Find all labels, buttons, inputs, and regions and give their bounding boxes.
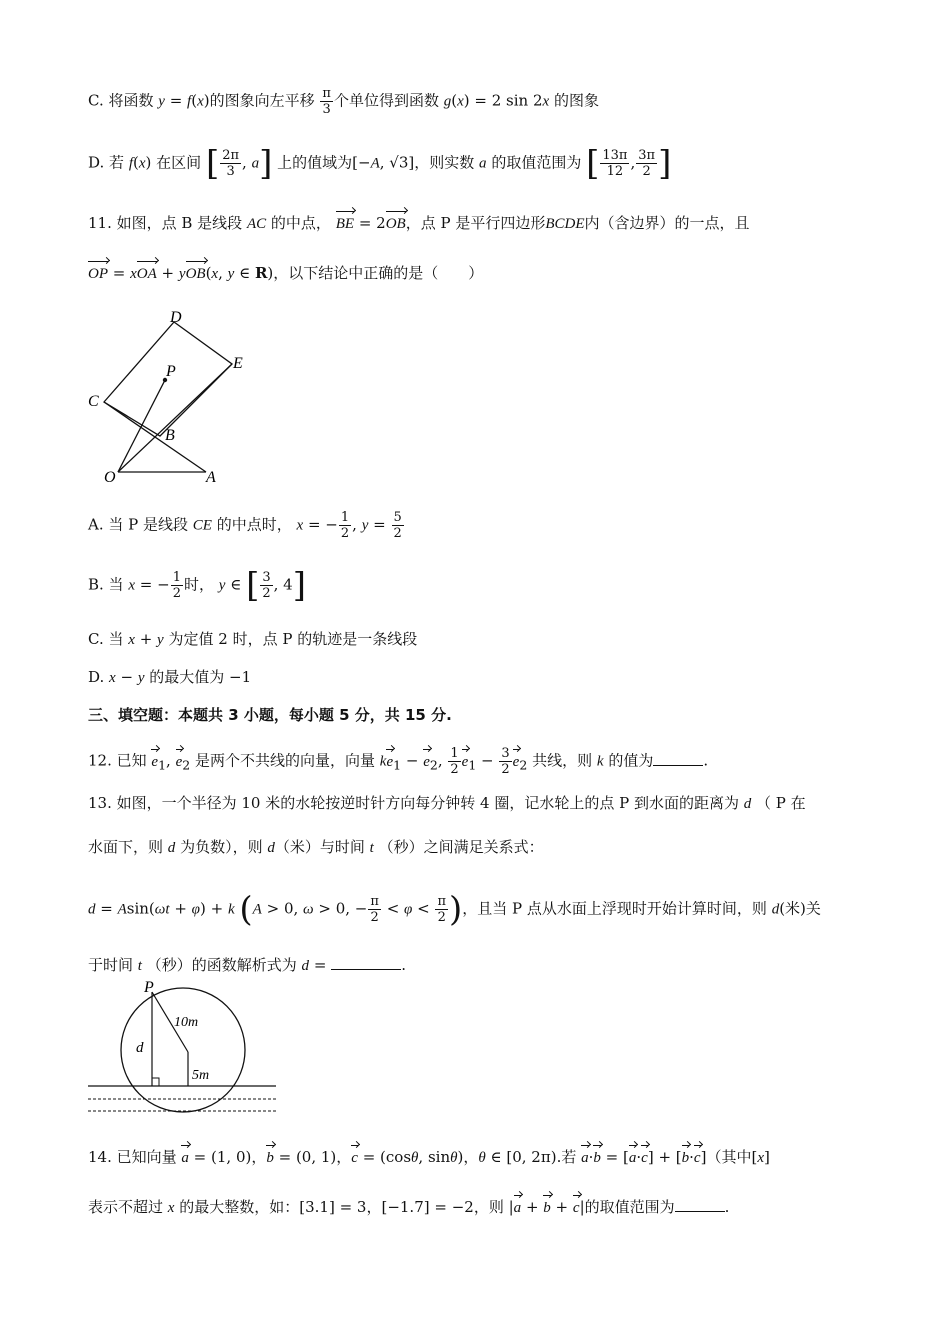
q14-line1: 14. 已知向量 a = (1, 0)，b = (0, 1)，c = (cosθ, sinθ)，θ ∈ [0, 2π).若 a·b = [a·c] + [b·c]（其中[x] xyxy=(88,1146,770,1169)
label-p: P xyxy=(144,980,154,996)
label-b: B xyxy=(165,427,175,444)
label-p: P xyxy=(166,363,176,380)
label-d: d xyxy=(136,1040,144,1056)
label-a: A xyxy=(206,469,216,486)
q12-answer-blank xyxy=(653,751,703,766)
q13-line4: 于时间 t （秒）的函数解析式为 d = . xyxy=(88,956,406,974)
q13-water-wheel-figure xyxy=(88,980,278,1120)
label-c: C xyxy=(88,393,99,410)
label-radius: 10m xyxy=(174,1015,199,1030)
q10-option-d: D. 若 f(x) 在区间 [ $\frac{2\pi}{3}$ , a] 上的值域为[−A, √3]，则实数 a 的取值范围为 [ $\frac{13\pi}{12}$ , $\frac{3\pi}{2}$ ] xyxy=(88,143,672,184)
label-e: E xyxy=(233,355,243,372)
section-3-title: 三、填空题：本题共 3 小题，每小题 5 分，共 15 分. xyxy=(88,706,452,724)
label-d: D xyxy=(170,309,182,326)
label-5m: 5m xyxy=(192,1068,210,1083)
q14-line2: 表示不超过 x 的最大整数，如：[3.1] = 3，[−1.7] = −2，则 |a + b + c|的取值范围为 . xyxy=(88,1196,729,1219)
q13-line2: 水面下，则 d 为负数），则 d（米）与时间 t （秒）之间满足关系式： xyxy=(88,838,544,856)
q11-option-a: A. 当 P 是线段 CE 的中点时， x = − $\frac{1}{2}$ , y = $\frac{5}{2}$ xyxy=(88,510,402,541)
q11-option-b: B. 当 x = − $\frac{1}{2}$ 时， y ∈ [ $\frac{3}{2}$ , 4] xyxy=(88,565,306,606)
q11-option-c: C. 当 x + y 为定值 2 时，点 P 的轨迹是一条线段 xyxy=(88,630,418,648)
q14-answer-blank xyxy=(675,1197,725,1212)
q10-option-c: C. 将函数 y = f(x)的图象向左平移 $\frac{\pi}{3}$ 个单位得到函数 g(x) = 2 sin 2x 的图象 xyxy=(88,86,599,117)
q11-option-d: D. x − y 的最大值为 −1 xyxy=(88,668,252,686)
q11-stem-line2: OP = xOA + yOB(x, y ∈ R)，以下结论中正确的是（ ） xyxy=(88,262,483,285)
q11-stem-line1: 11. 如图，点 B 是线段 AC 的中点， BE = 2OB，点 P 是平行四边形BCDE内（含边界）的一点，且 xyxy=(88,212,750,235)
label-o: O xyxy=(104,469,116,486)
q13-answer-blank xyxy=(331,955,401,970)
q13-line1: 13. 如图，一个半径为 10 米的水轮按逆时针方向每分钟转 4 圈，记水轮上的点 P 到水面的距离为 d （ P 在 xyxy=(88,794,806,812)
q11-parallelogram-figure xyxy=(88,300,268,490)
q12-stem: 12. 已知 $e_1$, $e_2$ 是两个不共线的向量，向量 $ke_1 - e_2$, $\frac{1}{2}$ $e_1$ − $\frac{3}{2}$ $e_2$ 共线，则 k 的值为 . xyxy=(88,746,709,777)
q13-line3: d = Asin(ωt + φ) + k (A > 0, ω > 0, − $\frac{\pi}{2}$ < φ < $\frac{\pi}{2}$ )，且当 P 点从水面上浮现时开始计算时间，则 d(米)关 xyxy=(88,889,821,930)
